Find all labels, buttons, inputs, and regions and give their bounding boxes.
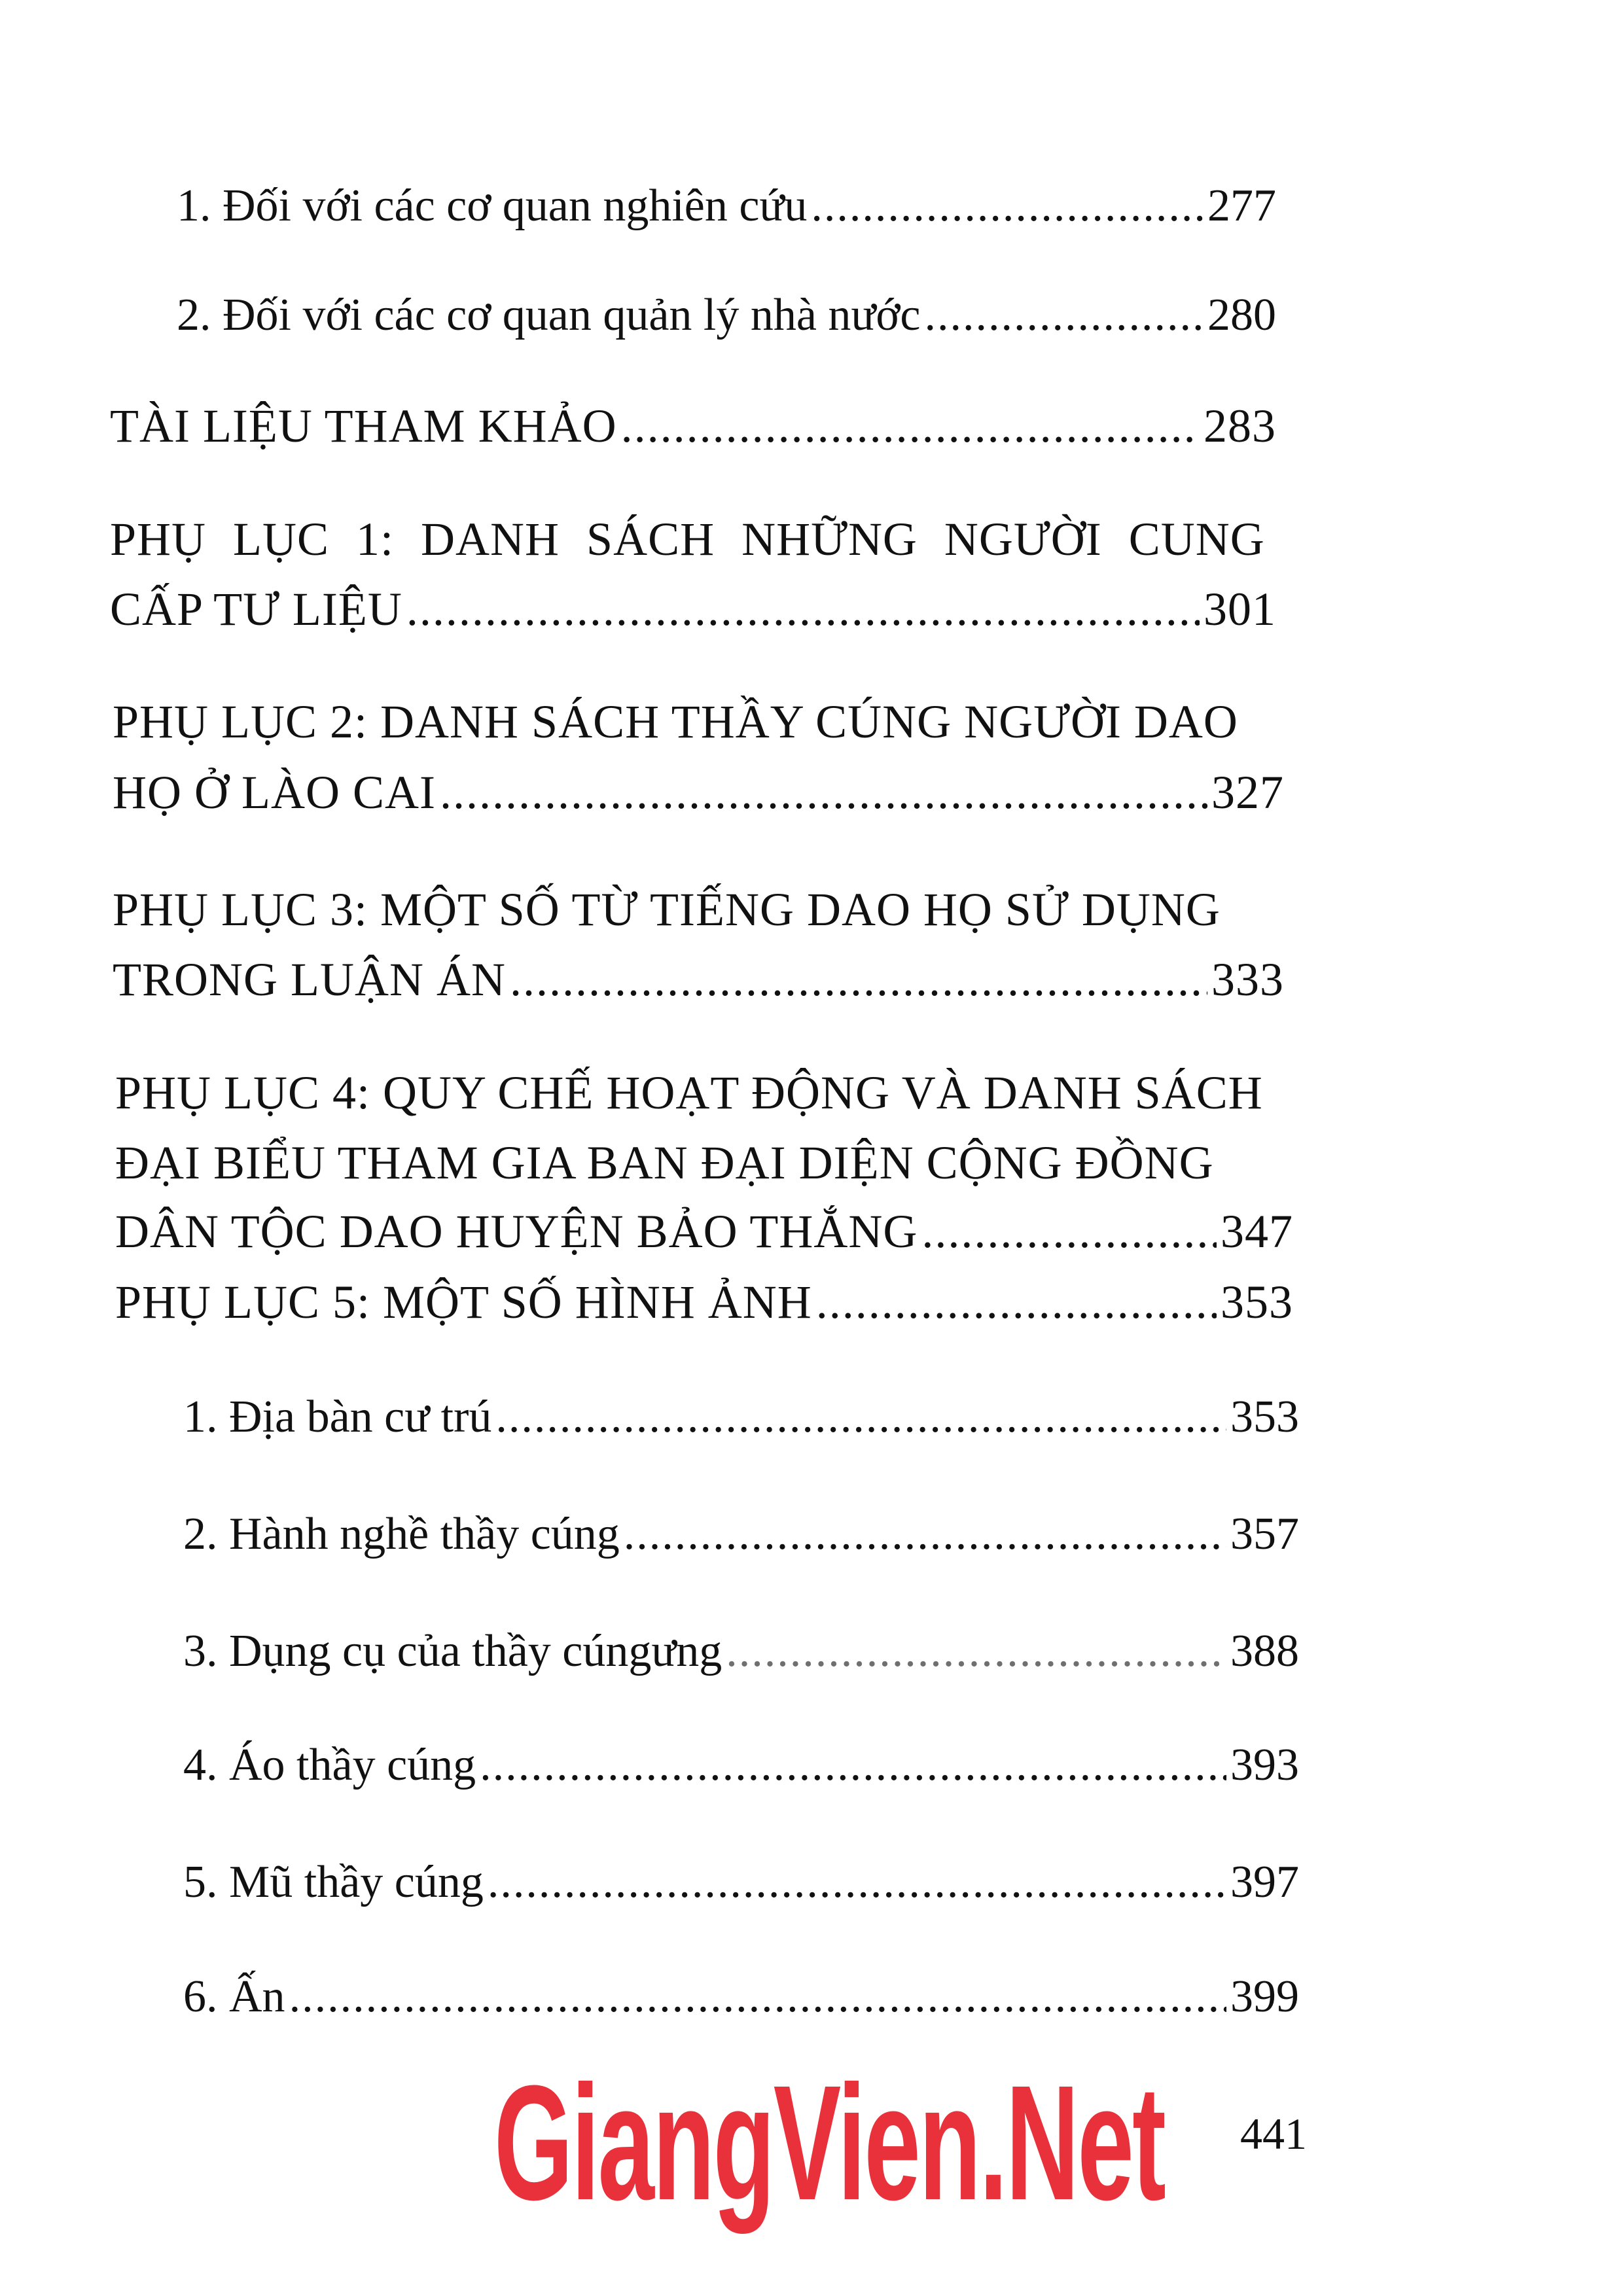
- entry-title-line1: PHỤ LỤC 2: DANH SÁCH THẦY CÚNG NGƯỜI DAO: [113, 696, 1238, 748]
- toc-entry: [115, 1276, 1293, 1328]
- entry-page: 399: [1230, 1971, 1299, 2022]
- toc-entry: [183, 1742, 1299, 1788]
- entry-page: 327: [1211, 766, 1284, 819]
- entry-title: 2. Hành nghề thầy cúng: [183, 1509, 620, 1559]
- entry-title: 3. Dụng cụ của thầy cúngưng: [183, 1626, 722, 1676]
- entry-page: 301: [1204, 583, 1276, 635]
- dot-leader: [811, 183, 1204, 229]
- entry-title: 5. Mũ thầy cúng: [183, 1857, 484, 1907]
- page-number: 441: [1240, 2109, 1307, 2159]
- dot-leader: [621, 402, 1200, 450]
- dot-leader: [495, 1394, 1226, 1440]
- entry-title: TRONG LUẬN ÁN: [113, 953, 506, 1006]
- entry-page: 353: [1221, 1276, 1293, 1328]
- entry-title: CẤP TƯ LIỆU: [110, 583, 402, 635]
- entry-page: 393: [1230, 1740, 1299, 1790]
- watermark-logo: GiangVien.Net: [494, 2051, 1165, 2234]
- dot-leader: [816, 1279, 1217, 1326]
- toc-entry: [110, 583, 1276, 635]
- entry-page: 397: [1230, 1857, 1299, 1907]
- entry-title-line1: PHỤ LỤC 4: QUY CHẾ HOẠT ĐỘNG VÀ DANH SÁCH: [115, 1067, 1263, 1119]
- entry-page: 333: [1211, 953, 1284, 1006]
- dot-leader: [440, 769, 1207, 816]
- entry-title-line1: PHỤ LỤC 1: DANH SÁCH NHỮNG NGƯỜI CUNG: [110, 513, 1265, 565]
- dot-leader: [480, 1742, 1226, 1788]
- entry-page: 357: [1230, 1509, 1299, 1559]
- entry-page: 280: [1207, 290, 1276, 340]
- toc-entry: [183, 1511, 1299, 1557]
- entry-page: 283: [1204, 400, 1276, 452]
- toc-entry: [177, 183, 1276, 229]
- toc-entry: [115, 1205, 1293, 1258]
- dot-leader: [289, 1974, 1226, 2020]
- dot-leader: [510, 956, 1207, 1003]
- entry-title: 6. Ấn: [183, 1971, 285, 2022]
- toc-entry: [113, 953, 1284, 1006]
- dot-leader: [406, 586, 1200, 633]
- toc-entry: [183, 1971, 1299, 2022]
- entry-title: 1. Đối với các cơ quan nghiên cứu: [177, 181, 808, 231]
- entry-page: 277: [1207, 181, 1276, 231]
- entry-title: 2. Đối với các cơ quan quản lý nhà nước: [177, 290, 921, 340]
- toc-entry: [177, 292, 1276, 338]
- entry-page: 388: [1230, 1626, 1299, 1676]
- entry-page: 347: [1221, 1205, 1293, 1258]
- entry-title: 1. Địa bàn cư trú: [183, 1392, 492, 1442]
- toc-entry: [183, 1394, 1299, 1440]
- toc-entry: [183, 1857, 1299, 1907]
- entry-page: 353: [1230, 1392, 1299, 1442]
- dot-leader: [921, 1208, 1217, 1255]
- dot-leader: [726, 1629, 1226, 1674]
- toc-entry: [113, 766, 1284, 819]
- entry-title-line1: PHỤ LỤC 3: MỘT SỐ TỪ TIẾNG DAO HỌ SỬ DỤNG: [113, 883, 1221, 936]
- entry-title: PHỤ LỤC 5: MỘT SỐ HÌNH ẢNH: [115, 1276, 812, 1328]
- toc-entry: [110, 402, 1276, 450]
- entry-title: 4. Áo thầy cúng: [183, 1740, 476, 1790]
- dot-leader: [624, 1511, 1226, 1557]
- entry-title: TÀI LIỆU THAM KHẢO: [110, 400, 617, 452]
- entry-title: DÂN TỘC DAO HUYỆN BẢO THẮNG: [115, 1205, 918, 1258]
- toc-entry: [183, 1626, 1299, 1676]
- entry-title-line2: ĐẠI BIỂU THAM GIA BAN ĐẠI DIỆN CỘNG ĐỒNG: [115, 1137, 1214, 1189]
- dot-leader: [924, 292, 1204, 338]
- dot-leader: [488, 1860, 1226, 1905]
- entry-title: HỌ Ở LÀO CAI: [113, 766, 436, 819]
